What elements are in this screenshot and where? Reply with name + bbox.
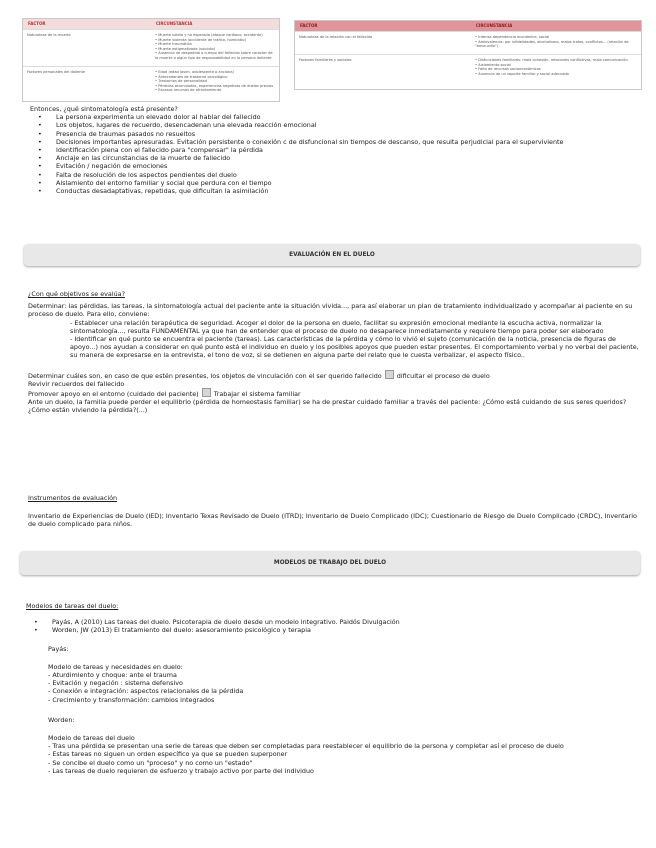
arrow-icon [202, 388, 211, 397]
list-item: • Falta de resolución de los aspectos pendientes del duelo [30, 171, 642, 179]
table-cell-factor: Factores familiares y sociales [299, 58, 352, 62]
objective-identify-stage: - Identificar en qué punto se encuentra el paciente (tareas). Las características de la pérdida y cómo lo vivió el sujeto (comunicación de la noticia, presencia de figuras de apoyo...) nos ayudan a considerar en qué punto está el individuo en duelo y los posibles apoyos que pueden estar presentes. El comportamiento verbal y no verbal del paciente, su manera de expresarse en la entrevista, el tono de voz, si se detienen en alguna parte del relato que le cuesta verbalizar, el aspecto físico.. [70, 335, 639, 360]
list-item: • Ambivalencia: por infidelidades, alcoholismo, malos tratos, conflictos... (relación de "amor-odio") [475, 39, 629, 49]
list-item: - Aturdimiento y choque: ante el trauma [48, 671, 177, 680]
risk-factors-table-right [294, 20, 642, 90]
instruments-heading: Instrumentos de evaluación [28, 494, 118, 502]
table-header-factor: FACTOR [300, 22, 318, 28]
table-cell-factor: Naturaleza de la relación con el fallecido [299, 35, 373, 39]
list-item: - Evitación y negación : sistema defensivo [48, 679, 183, 688]
list-item: • Evitación / negación de emociones [30, 162, 642, 170]
table-row [23, 29, 279, 66]
objectives-heading: ¿Con qué objetivos se evalúa? [28, 290, 125, 298]
list-item: • Conductas desadaptativas, repetidas, que dificultan la asimilación [30, 187, 642, 195]
table-row [295, 31, 641, 54]
list-item: • Decisiones importantes apresuradas. Evitación persistente o conexión c de disfuncional sin tiempos de descanso, que resulta perjudicial para el superviviente [30, 138, 642, 146]
list-item: • Disfunciones familiares: mala cohesión, relaciones conflictivas, mala comunicación [475, 58, 628, 62]
list-item: • Los objetos, lugares de recuerdo, desencadenan una elevada reacción emocional [30, 121, 642, 129]
list-item: • Intensa dependencia económica, social [475, 35, 550, 39]
list-item: • La persona experimenta un elevado dolor al hablar del fallecido [30, 113, 642, 121]
list-item: • Muerte violenta (accidente de tráfico, homicidio) [155, 37, 247, 42]
list-item: • Escasos recursos de afrontamiento [155, 88, 222, 93]
objectives-intro: Determinar: las pérdidas, las tareas, la sintomatología actual del paciente ante la situación vivida..., para así elaborar un plan de tratamiento individualizado y acompañar al paciente en su proceso de duelo. Para ello, conviene: [28, 302, 633, 319]
list-item: • Muerte traumática [155, 42, 192, 47]
list-item: • Anclaje en las circunstancias de la muerte de fallecido [30, 154, 642, 162]
risk-factors-table-left [22, 18, 280, 102]
list-item: • Ausencia de un soporte familiar y social adecuado [475, 71, 569, 76]
list-item: • Identificación plena con el fallecido para "compensar" la pérdida [30, 146, 642, 154]
arrow-icon [385, 370, 394, 379]
list-item: • Edad (edad joven, adolescente o anciana) [155, 70, 234, 74]
symptoms-section [30, 105, 642, 195]
list-item: • Antecedentes de trastorno psicológico [155, 74, 228, 79]
objectives-section [28, 290, 644, 415]
objective-relationship: - Establecer una relación terapéutica de seguridad. Acoger el dolor de la persona en duelo, facilitar su expresión emocional mediante la escucha activa, normalizar la sintomatología..., resulta FUNDAMENTAL ya que han de entender que el proceso de duelo no desaparece inmediatamente y requiere tiempo para poder ser elaborado [70, 318, 604, 335]
table-cell-factor: Naturaleza de la muerte [27, 33, 71, 37]
list-item: - Estas tareas no siguen un orden específico ya que se pueden superponer [48, 750, 288, 759]
reference-item: • Worden, JW (2013) El tratamiento del duelo: asesoramiento psicológico y terapia [26, 626, 646, 634]
list-item: • Ausencia de despedida o cuerpo del fallecido sobre carácter de la muerte o algún tipo de responsabilidad en la persona doliente [155, 51, 273, 60]
list-item: - Crecimiento y transformación: cambios integrados [48, 695, 215, 704]
list-item: • Trastornos de personalidad [155, 79, 207, 84]
list-item: • Pérdidas acumuladas, experiencias negativas de duelos previos [155, 83, 274, 88]
table-header [295, 21, 641, 31]
objective-support: Promover apoyo en el entorno (cuidado del paciente) Trabajar el sistema familiar [28, 390, 301, 399]
list-item: - Las tareas de duelo requieren de esfuerzo y trabajo activo por parte del individuo [48, 766, 314, 775]
list-item: - Se concibe el duelo como un "proceso" y no como un "estado" [48, 758, 253, 767]
payas-subtitle: Modelo de tareas y necesidades en duelo: [48, 662, 183, 671]
table-header-factor: FACTOR [28, 20, 46, 26]
section-banner-models: MODELOS DE TRABAJO DEL DUELO [20, 551, 640, 575]
list-item: • Aislamiento del entorno familiar y social que perdura con el tiempo [30, 179, 642, 187]
payas-block [26, 645, 646, 775]
worden-title: Worden: [48, 715, 75, 724]
list-item: • Muerte súbita y no esperada (ataque cardíaco, accidente) [155, 33, 263, 37]
objective-linking-objects: Determinar cuáles son, en caso de que estén presentes, los objetos de vinculación con el ser querido fallecido dificultar el proceso de duelo [28, 371, 490, 380]
table-cell-circumstances [471, 55, 641, 89]
table-cell-circumstances [151, 30, 279, 66]
instruments-list: Inventario de Experiencias de Duelo (IED); Inventario Texas Revisado de Duelo (ITRD); Inventario de Duelo Complicado (IDC); Cuestionario de Riesgo de Duelo Complicado (CRDC), Inventario de duelo complicado para niños. [28, 512, 637, 529]
objective-memories: Revivir recuerdos del fallecido [28, 379, 125, 388]
list-item: • Muerte estigmatizada (suicidio) [155, 46, 216, 51]
list-item: - Conexión e integración: aspectos relacionales de la pérdida [48, 687, 244, 696]
payas-title: Payás: [48, 644, 69, 653]
table-header [23, 19, 279, 29]
worden-subtitle: Modelo de tareas del duelo [48, 734, 135, 743]
objective-family: Ante un duelo, la familia puede perder el equilibrio (pérdida de homeostasis familiar) se ha de prestar cuidado familiar a través del paciente: ¿Cómo está cuidando de sus seres queridos? ¿Cómo están viviendo la pérdida?(...) [28, 398, 627, 415]
list-item: - Tras una pérdida se presentan una serie de tareas que deben ser completadas para reestablecer el equilibrio de la persona y completar así el proceso de duelo [48, 742, 564, 751]
instruments-section [28, 494, 644, 529]
table-cell-factor: Factores personales del doliente [27, 70, 86, 74]
reference-item: • Payás, A (2010) Las tareas del duelo. Psicoterapia de duelo desde un modelo integrativo. Paidós Divulgación [26, 618, 646, 626]
models-heading: Modelos de tareas del duelo: [26, 602, 119, 610]
list-item: • Aislamiento social [475, 62, 511, 67]
table-header-circumstance: CIRCUNSTANCIA [475, 22, 513, 28]
list-item: • Presencia de traumas pasados no resueltos [30, 130, 642, 138]
models-section [26, 602, 646, 775]
list-item: • Falta de recursos socioeconómicos [475, 67, 541, 72]
table-row [295, 54, 641, 89]
table-cell-circumstances [471, 32, 641, 54]
section-banner-evaluation: EVALUACIÓN EN EL DUELO [24, 244, 640, 266]
symptoms-question: Entonces, ¿qué sintomatología está presente? [30, 105, 178, 113]
table-header-circumstance: CIRCUNSTANCIA [156, 20, 193, 26]
table-row [23, 66, 279, 101]
table-cell-circumstances [151, 67, 279, 101]
